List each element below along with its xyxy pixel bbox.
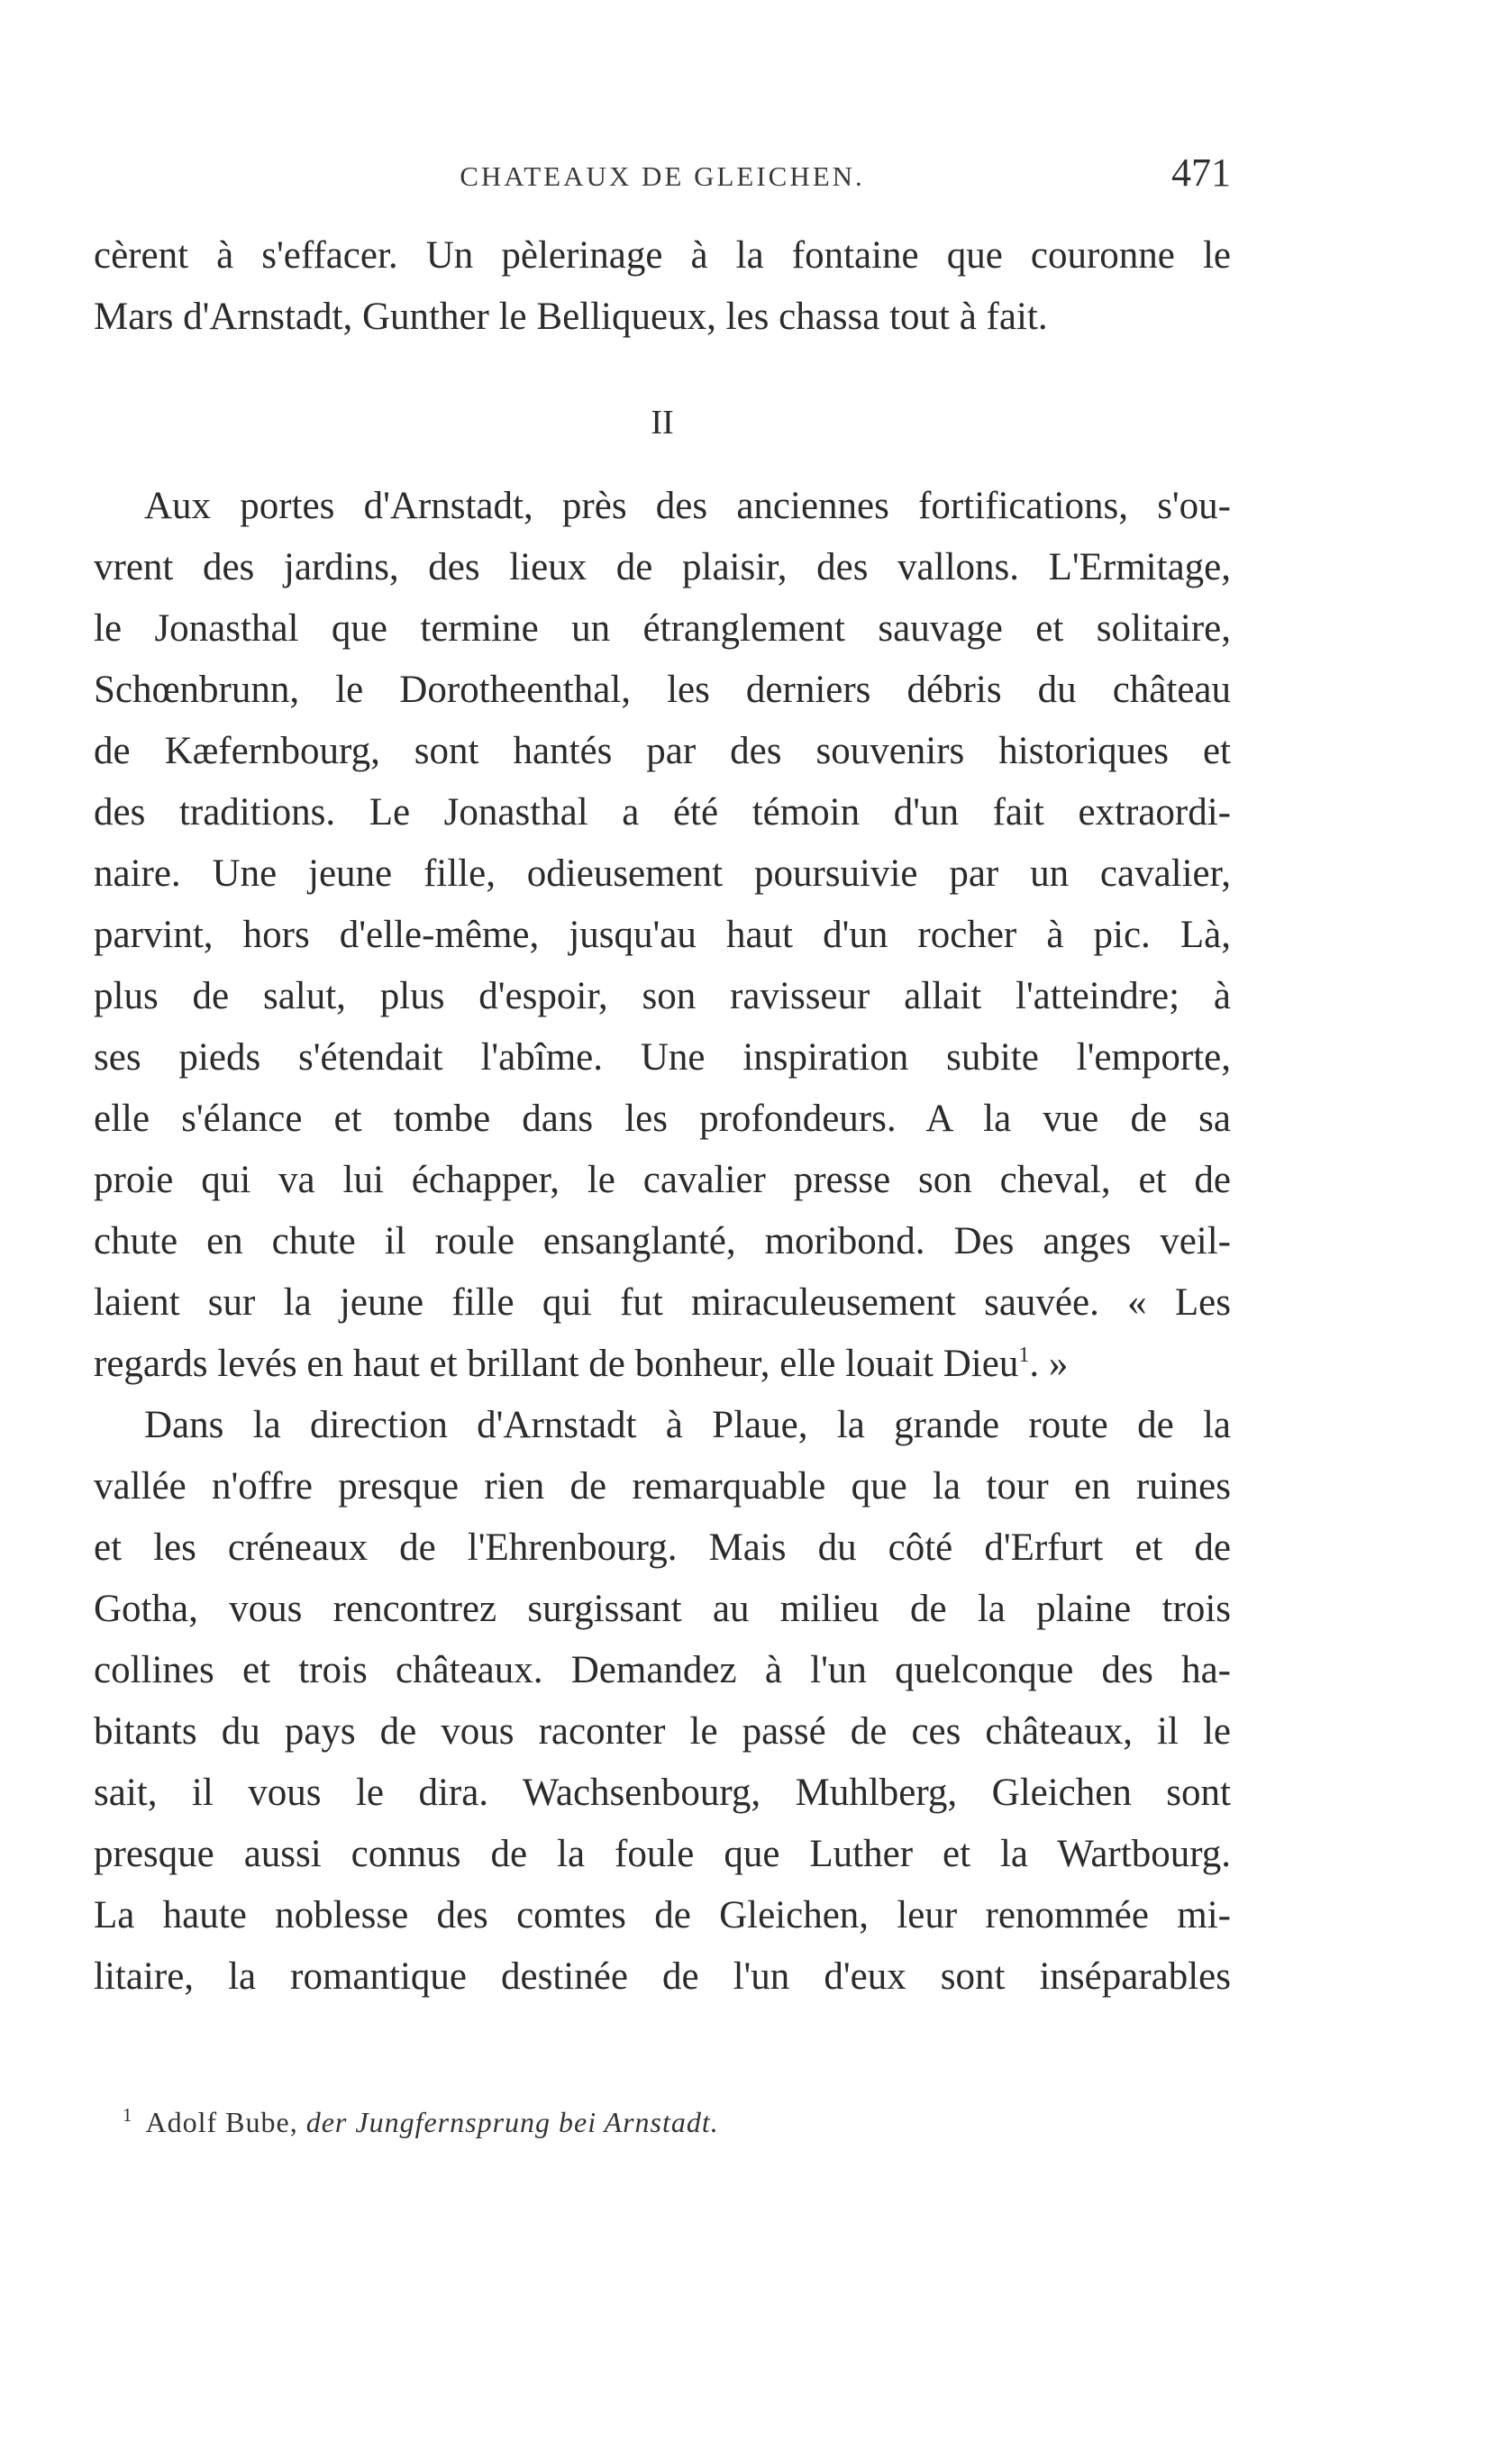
footnote-reference: 1 (1018, 1344, 1030, 1367)
body-text (94, 225, 1231, 2008)
text-line: presque aussi connus de la foule que Luther et la Wartbourg. (94, 1833, 1231, 1875)
footnote (123, 2104, 719, 2139)
text-line: proie qui va lui échapper, le cavalier presse son cheval, et de (94, 1159, 1231, 1201)
text-line: vrent des jardins, des lieux de plaisir, des vallons. L'Ermitage, (94, 546, 1231, 588)
text-line: chute en chute il roule ensanglanté, moribond. Des anges veil- (94, 1220, 1231, 1262)
text-line: parvint, hors d'elle-même, jusqu'au haut d'un rocher à pic. Là, (94, 914, 1231, 956)
text-line: laient sur la jeune fille qui fut miraculeusement sauvée. « Les (94, 1281, 1231, 1324)
text-line: Aux portes d'Arnstadt, près des anciennes fortifications, s'ou- (144, 485, 1231, 527)
text-line: plus de salut, plus d'espoir, son ravisseur allait l'atteindre; à (94, 975, 1231, 1017)
text-line: Gotha, vous rencontrez surgissant au milieu de la plaine trois (94, 1588, 1231, 1630)
text-fragment: . » (1029, 1343, 1069, 1385)
text-line: naire. Une jeune fille, odieusement poursuivie par un cavalier, (94, 852, 1231, 895)
text-line: et les créneaux de l'Ehrenbourg. Mais du côté d'Erfurt et de (94, 1526, 1231, 1569)
text-line: sait, il vous le dira. Wachsenbourg, Muhlberg, Gleichen sont (94, 1772, 1231, 1814)
text-line: collines et trois châteaux. Demandez à l'un quelconque des ha- (94, 1649, 1231, 1691)
text-line: de Kæfernbourg, sont hantés par des souvenirs historiques et (94, 730, 1231, 772)
text-line: vallée n'offre presque rien de remarquable que la tour en ruines (94, 1465, 1231, 1508)
text-line: bitants du pays de vous raconter le passé de ces châteaux, il le (94, 1710, 1231, 1753)
text-line: cèrent à s'effacer. Un pèlerinage à la fontaine que couronne le (94, 234, 1231, 277)
footnote-title: der Jungfernsprung bei Arnstadt. (305, 2106, 719, 2138)
text-line: Mars d'Arnstadt, Gunther le Belliqueux, les chassa tout à fait. (94, 296, 1048, 338)
text-fragment: regards levés en haut et brillant de bonheur, elle louait Dieu (94, 1343, 1019, 1385)
footnote-number: 1 (123, 2104, 133, 2126)
text-line: Dans la direction d'Arnstadt à Plaue, la grande route de la (144, 1404, 1231, 1446)
text-line: le Jonasthal que termine un étranglement sauvage et solitaire, (94, 607, 1231, 650)
text-line: elle s'élance et tombe dans les profondeurs. A la vue de sa (94, 1098, 1231, 1140)
section-heading: II (651, 404, 674, 442)
text-line: Schœnbrunn, le Dorotheenthal, les derniers débris du château (94, 669, 1231, 711)
page-number: 471 (1171, 150, 1231, 195)
running-head (94, 150, 1231, 200)
text-line-with-footnote (94, 1334, 1231, 1395)
footnote-author: Adolf Bube, (145, 2106, 298, 2138)
text-line: des traditions. Le Jonasthal a été témoin d'un fait extraordi- (94, 791, 1231, 834)
text-line: litaire, la romantique destinée de l'un d'eux sont inséparables (94, 1955, 1231, 1998)
text-line: La haute noblesse des comtes de Gleichen, leur renommée mi- (94, 1894, 1231, 1936)
running-title: CHATEAUX DE GLEICHEN. (460, 160, 865, 192)
text-line: ses pieds s'étendait l'abîme. Une inspiration subite l'emporte, (94, 1036, 1231, 1079)
